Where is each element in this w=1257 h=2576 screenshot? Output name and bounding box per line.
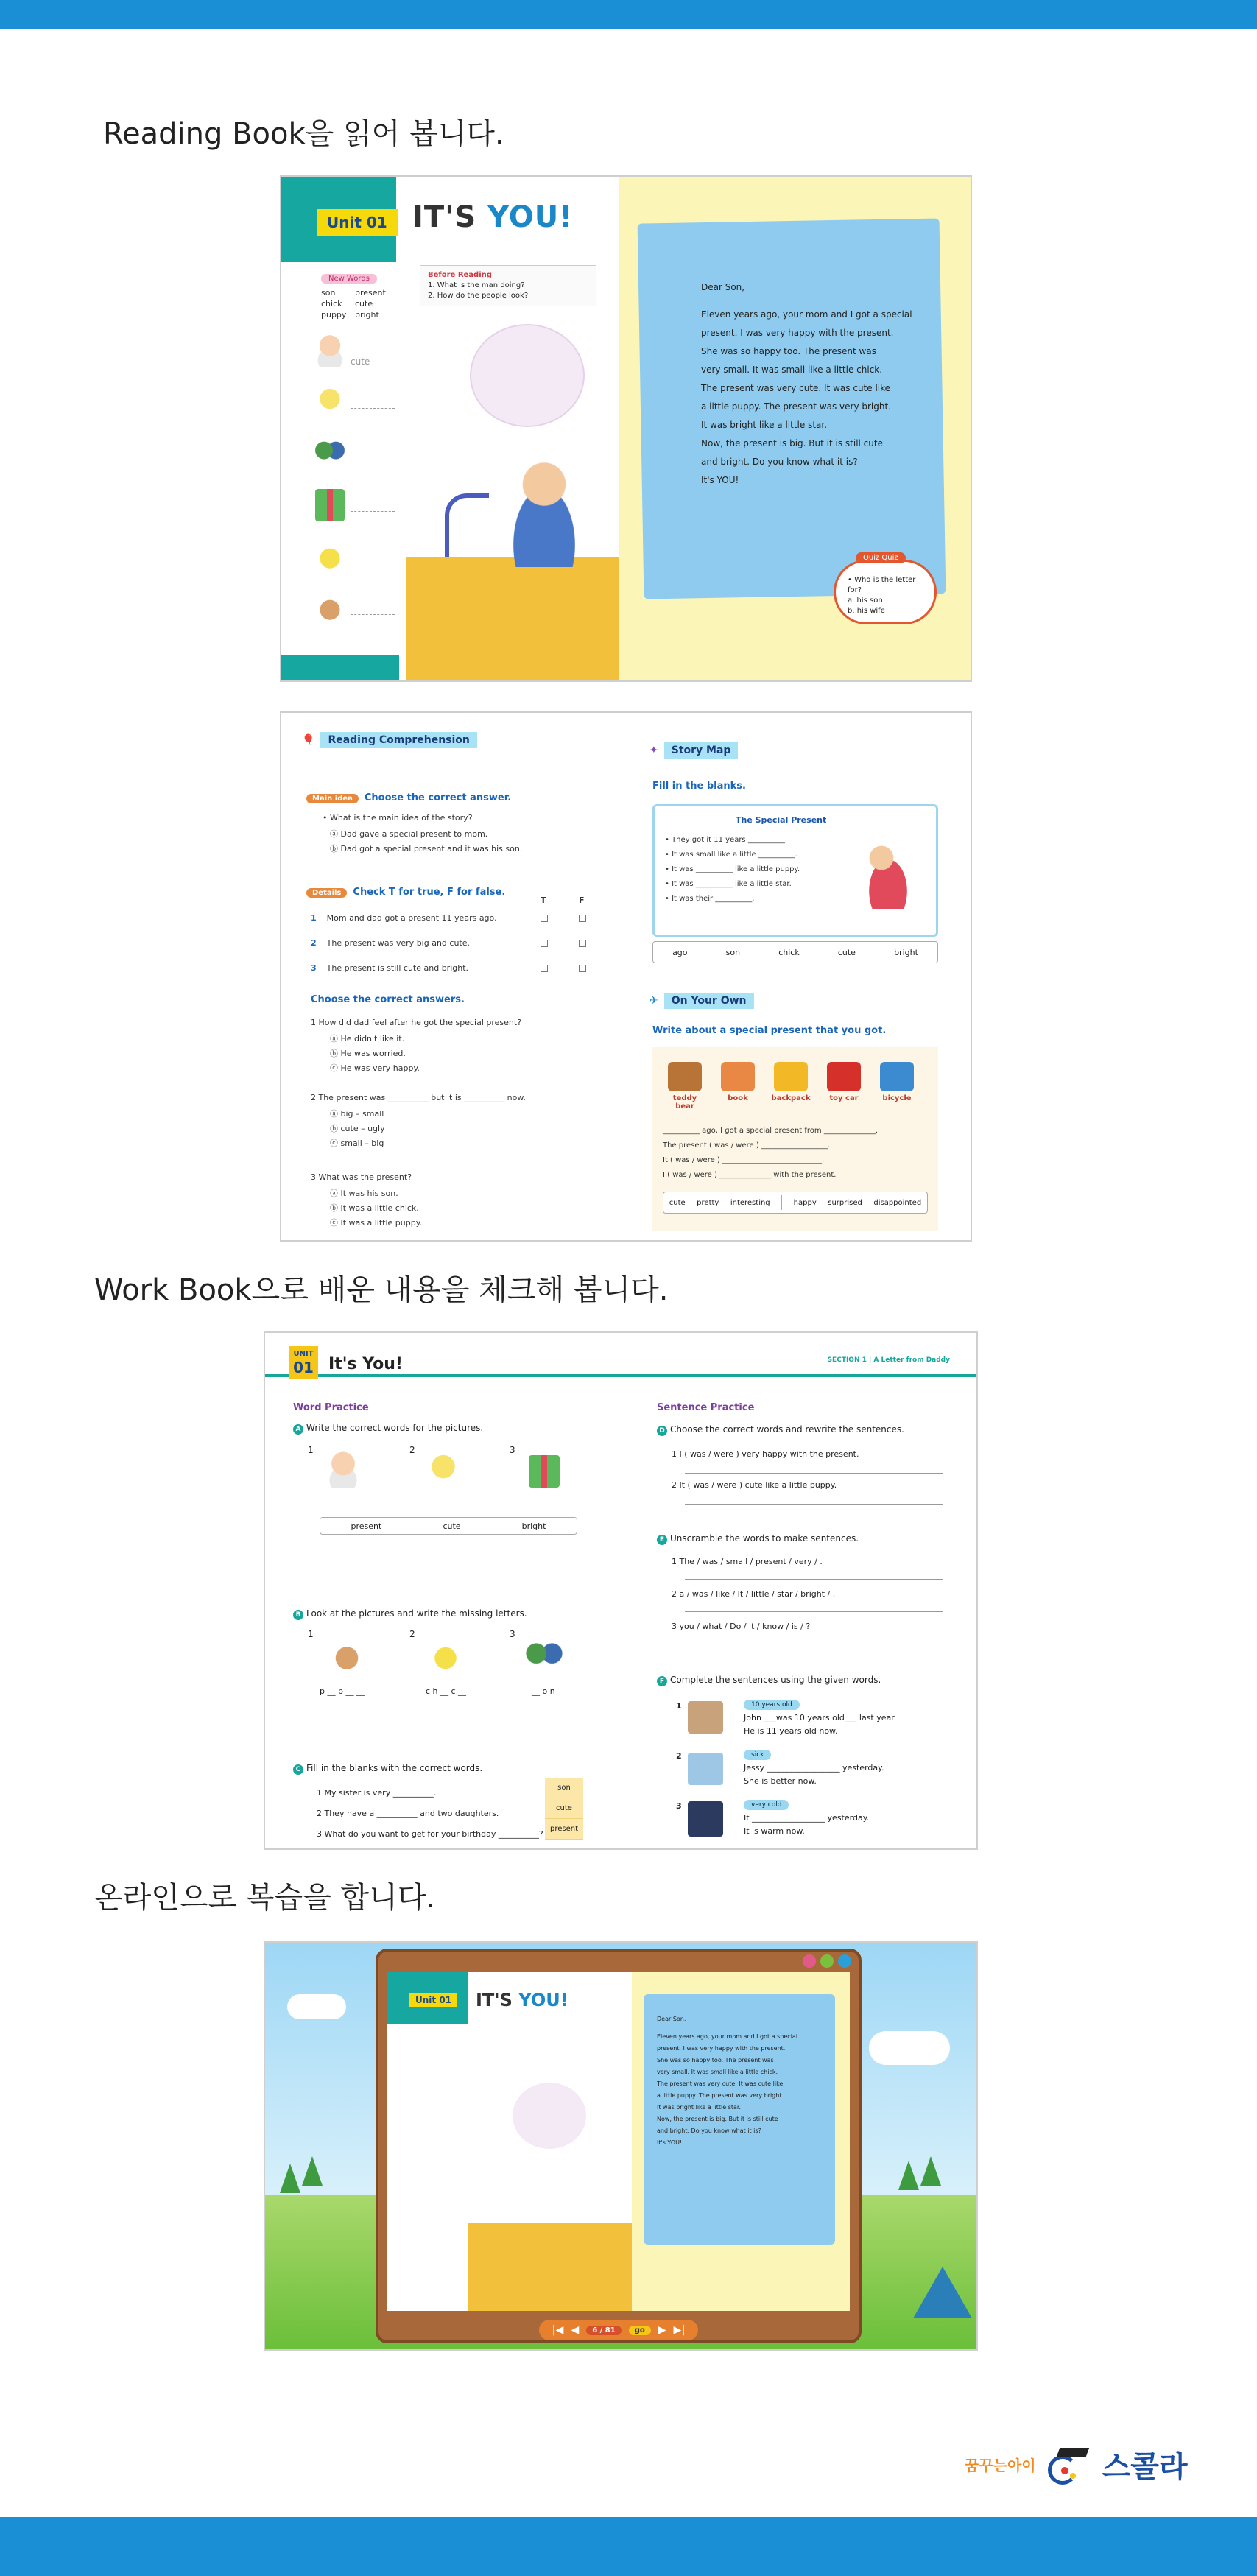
own-item <box>769 1062 813 1102</box>
tf-text: The present was very big and cute. <box>326 938 470 948</box>
tf-text: The present is still cute and bright. <box>326 963 469 973</box>
kite-icon: ✦ <box>649 745 658 756</box>
letter-d-badge: D <box>657 1426 667 1436</box>
word-bank-item: bright <box>521 1521 546 1531</box>
workbook-unit-badge <box>289 1346 318 1379</box>
f-line-2: It is warm now. <box>744 1826 805 1836</box>
on-your-own-panel <box>652 1047 938 1231</box>
quiz-bubble <box>834 560 937 624</box>
a-item-number: 1 <box>308 1445 314 1455</box>
quiz-option-a: a. his son <box>848 597 883 605</box>
gift-icon <box>315 489 345 521</box>
first-page-button[interactable]: |◀ <box>552 2324 564 2336</box>
baby-icon <box>327 1451 359 1488</box>
workbook-image <box>264 1331 978 1850</box>
ebook-viewer <box>376 1949 862 2343</box>
story-map-title: Story Map <box>664 742 739 759</box>
false-checkbox[interactable] <box>579 915 586 922</box>
vocab-icons <box>315 330 404 639</box>
letter-line: Now, the present is big. But it is still cute <box>701 438 883 448</box>
q2-option: ⓐ big – small <box>330 1109 384 1119</box>
q2-option: ⓒ small – big <box>330 1139 384 1148</box>
own-item <box>875 1062 919 1102</box>
ebook-page <box>387 1972 850 2311</box>
own-item <box>716 1062 760 1102</box>
letter-c-badge: C <box>293 1764 303 1775</box>
main-idea-option-a: ⓐ Dad gave a special present to mom. <box>330 829 488 839</box>
unit-badge: Unit 01 <box>317 209 398 236</box>
story-title-main: IT'S <box>476 1990 519 2010</box>
help-icon[interactable] <box>838 1954 851 1968</box>
sentence-practice-label: Sentence Practice <box>657 1402 755 1413</box>
question-b-text: Look at the pictures and write the missing letters. <box>306 1608 527 1619</box>
letter-line: Dear Son, <box>657 2016 686 2022</box>
story-line: • It was their __________. <box>665 895 755 903</box>
given-word-pill: 10 years old <box>744 1700 800 1710</box>
page-footer-tab <box>281 655 399 680</box>
workbook-section: SECTION 1 | A Letter from Daddy <box>827 1356 950 1364</box>
b-item-number: 3 <box>510 1629 515 1639</box>
question-a <box>293 1423 483 1435</box>
b-item-number: 2 <box>409 1629 415 1639</box>
letter-a-badge: A <box>293 1424 303 1435</box>
answer-line[interactable] <box>685 1473 943 1474</box>
given-word-pill: sick <box>744 1750 771 1760</box>
boy-writing-icon <box>688 1701 723 1734</box>
story-line: • It was __________ like a little puppy. <box>665 865 800 873</box>
letter-line: and bright. Do you know what it is? <box>657 2128 761 2134</box>
question-e <box>657 1533 859 1545</box>
home-icon[interactable] <box>803 1954 816 1968</box>
vocab-row <box>315 330 404 381</box>
cloud <box>869 2031 950 2065</box>
vocab-blank: cute <box>351 356 395 367</box>
story-title-accent: YOU! <box>487 200 574 234</box>
f-item-number: 2 <box>676 1751 682 1761</box>
workbook-title: It's You! <box>328 1355 403 1373</box>
cloud <box>287 1994 346 2019</box>
quiz-question: • Who is the letter for? <box>848 576 916 594</box>
story-title <box>476 1990 568 2010</box>
toy-car-icon <box>827 1062 861 1091</box>
reading-book-image <box>280 175 972 682</box>
word-bank-item: happy <box>793 1198 817 1207</box>
new-words-right <box>355 287 386 320</box>
unit-badge: Unit 01 <box>409 1993 457 2007</box>
teddy-bear-icon <box>668 1062 702 1091</box>
main-idea-option-b: ⓑ Dad got a special present and it was his son. <box>330 844 523 854</box>
new-words-left <box>321 287 346 320</box>
heading-reading: Reading Book을 읽어 봅니다. <box>103 117 504 151</box>
reading-right-page <box>619 177 972 680</box>
prev-page-button[interactable]: ◀ <box>571 2324 580 2336</box>
balloon-icon: 🎈 <box>302 734 315 746</box>
f-line-2: She is better now. <box>744 1776 817 1786</box>
tf-item <box>311 913 497 923</box>
word-bank-item: pretty <box>697 1198 719 1207</box>
thought-bubble-illustration <box>513 2083 586 2149</box>
page-navigation <box>539 2320 698 2340</box>
true-checkbox[interactable] <box>541 940 548 947</box>
brand-subtitle: 꿈꾸는아이 <box>965 2457 1036 2474</box>
last-page-button[interactable]: ▶| <box>673 2324 686 2336</box>
story-title-accent: YOU! <box>518 1990 568 2010</box>
letter-line: and bright. Do you know what it is? <box>701 457 858 467</box>
letter-line: a little puppy. The present was very bright. <box>701 401 892 412</box>
desk-illustration <box>406 557 619 682</box>
tree <box>302 2156 323 2186</box>
answer-line[interactable] <box>685 1611 943 1612</box>
sick-girl-icon <box>688 1753 723 1785</box>
f-item-number: 1 <box>676 1701 682 1711</box>
unit-number: 01 <box>293 1359 314 1376</box>
letter-line: very small. It was small like a little chick. <box>701 365 883 375</box>
true-label: T <box>541 895 546 905</box>
answer-line[interactable] <box>685 1504 943 1505</box>
reading-comprehension-title: Reading Comprehension <box>320 732 476 748</box>
brand-name: 스콜라 <box>1102 2450 1188 2484</box>
word-bank-item: present <box>545 1819 583 1840</box>
f-item-number: 3 <box>676 1801 682 1811</box>
main-idea-tag: Main idea <box>306 794 359 803</box>
details-question <box>306 887 505 898</box>
special-present-box <box>652 804 938 937</box>
tf-item <box>311 963 468 973</box>
desk-illustration <box>468 2223 632 2311</box>
letter-line: The present was very cute. It was cute like <box>657 2080 784 2087</box>
on-your-own-instruction: Write about a special present that you got. <box>652 1025 887 1036</box>
lightbulb-icon <box>315 386 345 418</box>
letter-line: Eleven years ago, your mom and I got a special <box>657 2033 798 2040</box>
word-bank-item: disappointed <box>873 1198 922 1207</box>
story-line: • It was __________ like a little star. <box>665 880 792 888</box>
letter-e-badge: E <box>657 1535 667 1545</box>
b-item: p __ p __ __ <box>320 1686 365 1696</box>
tree <box>920 2156 941 2186</box>
vocab-blank <box>351 511 395 512</box>
own-item-label: toy car <box>829 1094 859 1102</box>
new-word: puppy <box>321 310 347 320</box>
next-page-button[interactable]: ▶ <box>658 2324 666 2336</box>
gift-icon <box>529 1455 560 1488</box>
letter-line: It's YOU! <box>701 475 739 485</box>
question-c-text: Fill in the blanks with the correct words. <box>306 1763 483 1773</box>
letter-line: present. I was very happy with the present. <box>701 328 894 338</box>
word-bank-divider <box>781 1195 782 1210</box>
true-checkbox[interactable] <box>541 915 548 922</box>
story-line: • It was small like a little __________. <box>665 851 797 859</box>
question-3: 3 What was the present? <box>311 1172 412 1182</box>
airplane-icon: ✈ <box>649 995 658 1007</box>
own-word-bank <box>663 1192 928 1214</box>
q2-option: ⓑ cute – ugly <box>330 1124 385 1133</box>
b-item: __ o n <box>532 1686 555 1696</box>
list-icon[interactable] <box>820 1954 834 1968</box>
question-d <box>657 1424 904 1436</box>
tree <box>898 2161 919 2190</box>
tf-text: Mom and dad got a present 11 years ago. <box>326 913 497 923</box>
word-bank-item: cute <box>669 1198 686 1207</box>
heading-workbook: Work Book으로 배운 내용을 체크해 봅니다. <box>94 1273 669 1307</box>
answer-line[interactable] <box>685 1579 943 1580</box>
on-your-own-header <box>649 993 754 1009</box>
bicycle-icon <box>880 1062 914 1091</box>
word-bank-item: ago <box>672 947 688 957</box>
letter-line: a little puppy. The present was very bright. <box>657 2092 784 2099</box>
word-bank-item: cute <box>837 947 856 957</box>
own-line: The present ( was / were ) __________________. <box>663 1141 831 1150</box>
question-e-text: Unscramble the words to make sentences. <box>670 1533 859 1544</box>
q3-option: ⓐ It was his son. <box>330 1189 398 1198</box>
a-word-bank <box>320 1517 577 1535</box>
new-word: present <box>355 288 386 298</box>
letter-line: very small. It was small like a little chick. <box>657 2069 778 2075</box>
false-checkbox[interactable] <box>579 965 586 972</box>
story-title-main: IT'S <box>412 200 488 234</box>
word-practice-label: Word Practice <box>293 1402 369 1413</box>
main-idea-instruction: Choose the correct answer. <box>364 792 512 803</box>
choose-answers-question: Choose the correct answers. <box>311 994 465 1005</box>
a-item-number: 3 <box>510 1445 515 1455</box>
word-bank-item: son <box>725 947 741 957</box>
vocab-row <box>315 433 404 485</box>
given-word-pill: very cold <box>744 1800 789 1810</box>
e-item: 2 a / was / like / It / little / star / bright / . <box>672 1589 836 1599</box>
question-c <box>293 1763 482 1775</box>
new-word: son <box>321 288 336 298</box>
letter-line: It's YOU! <box>657 2139 683 2146</box>
tf-number: 2 <box>311 938 317 948</box>
word-bank-item: surprised <box>828 1198 862 1207</box>
question-2: 2 The present was __________ but it is __________ now. <box>311 1093 526 1102</box>
q1-option: ⓐ He didn't like it. <box>330 1034 405 1044</box>
new-word: chick <box>321 299 342 309</box>
new-words-label: New Words <box>321 274 377 284</box>
reading-comprehension-header <box>302 732 477 748</box>
letter-line: Eleven years ago, your mom and I got a special <box>701 309 912 320</box>
b-item: c h __ c __ <box>426 1686 467 1696</box>
word-bank-item: interesting <box>730 1198 770 1207</box>
details-tag: Details <box>306 888 347 898</box>
word-bank-item: cute <box>545 1798 583 1819</box>
c-item: 1 My sister is very __________. <box>317 1788 437 1798</box>
own-item <box>663 1062 707 1111</box>
boys-icon <box>524 1639 564 1675</box>
question-d-text: Choose the correct words and rewrite the sentences. <box>670 1424 904 1435</box>
story-map-instruction: Fill in the blanks. <box>652 781 746 792</box>
before-reading-label: Before Reading <box>428 271 492 279</box>
new-word: bright <box>355 310 379 320</box>
own-line: I ( was / were ) ______________ with the present. <box>663 1171 837 1179</box>
puppy-icon <box>328 1638 365 1675</box>
story-map-header <box>649 742 738 759</box>
question-b <box>293 1608 527 1620</box>
vocab-row <box>315 485 404 536</box>
letter-f-badge: F <box>657 1676 667 1686</box>
q1-option: ⓒ He was very happy. <box>330 1063 420 1073</box>
story-word-bank <box>652 941 938 963</box>
word-bank-item: present <box>351 1521 382 1531</box>
reading-left-page <box>281 177 619 680</box>
vocab-row <box>315 536 404 588</box>
story-title <box>412 200 573 234</box>
lightbulb-icon <box>426 1451 461 1491</box>
question-f-text: Complete the sentences using the given words. <box>670 1675 881 1685</box>
f-line-1: Jessy __________________ yesterday. <box>744 1763 884 1773</box>
own-item <box>822 1062 866 1102</box>
kids-icon <box>315 437 345 470</box>
baby-icon <box>315 334 345 367</box>
vocab-row <box>315 588 404 639</box>
cold-person-icon <box>688 1801 723 1837</box>
before-reading-q2: 2. How do the people look? <box>428 292 529 300</box>
true-checkbox[interactable] <box>541 965 548 972</box>
letter-line: Now, the present is big. But it is still cute <box>657 2116 778 2122</box>
letter-line: She was so happy too. The present was <box>701 346 876 356</box>
letter-line: Dear Son, <box>701 282 745 292</box>
false-checkbox[interactable] <box>579 940 586 947</box>
vocab-blank <box>351 614 395 615</box>
own-item-label: teddy bear <box>672 1094 697 1111</box>
online-review-image <box>264 1941 978 2351</box>
d-item: 2 It ( was / were ) cute like a little puppy. <box>672 1480 837 1490</box>
special-present-title: The Special Present <box>736 815 827 825</box>
letter-line: She was so happy too. The present was <box>657 2057 774 2063</box>
c-item: 2 They have a __________ and two daughters. <box>317 1809 499 1818</box>
q3-option: ⓒ It was a little puppy. <box>330 1218 423 1228</box>
backpack-icon <box>774 1062 808 1091</box>
f-line-1: It __________________ yesterday. <box>744 1813 870 1823</box>
comprehension-image <box>280 711 972 1242</box>
brand-logo <box>965 2443 1188 2485</box>
quiz-label: Quiz Quiz <box>856 552 906 563</box>
vocab-blank <box>351 408 395 409</box>
e-item: 1 The / was / small / present / very / . <box>672 1557 823 1566</box>
letter-b-badge: B <box>293 1610 303 1620</box>
letter-line: present. I was very happy with the present. <box>657 2045 786 2052</box>
f-line-2: He is 11 years old now. <box>744 1726 838 1736</box>
puppy-icon <box>315 592 345 624</box>
word-bank-item: bright <box>894 947 918 957</box>
thought-bubble-illustration <box>470 324 585 427</box>
tent-illustration <box>913 2267 972 2318</box>
d-item: 1 I ( was / were ) very happy with the present. <box>672 1449 859 1459</box>
own-item-label: bicycle <box>882 1094 912 1102</box>
go-button[interactable]: go <box>629 2326 651 2335</box>
chick-icon <box>429 1638 462 1675</box>
before-reading-q1: 1. What is the man doing? <box>428 281 525 289</box>
quiz-option-b: b. his wife <box>848 607 885 615</box>
own-item-label: book <box>728 1094 748 1102</box>
bottom-band <box>0 2517 1257 2576</box>
new-word: cute <box>355 299 373 309</box>
false-label: F <box>579 895 585 905</box>
own-item-label: backpack <box>771 1094 811 1102</box>
f-line-1: John ___was 10 years old___ last year. <box>744 1713 897 1722</box>
tf-number: 3 <box>311 963 317 973</box>
chick-icon <box>315 541 345 573</box>
b-item-number: 1 <box>308 1629 314 1639</box>
main-idea-question <box>306 792 511 803</box>
page-indicator[interactable]: 6 / 81 <box>586 2326 622 2335</box>
top-band <box>0 0 1257 29</box>
letter-line: It was bright like a little star. <box>657 2104 742 2111</box>
question-1: 1 How did dad feel after he got the special present? <box>311 1018 522 1027</box>
q3-option: ⓑ It was a little chick. <box>330 1203 419 1213</box>
letter-page <box>632 1972 850 2311</box>
own-line: It ( was / were ) ___________________________. <box>663 1156 825 1164</box>
vocab-row <box>315 381 404 433</box>
tree <box>280 2164 300 2193</box>
q1-option: ⓑ He was worried. <box>330 1049 406 1058</box>
question-a-text: Write the correct words for the pictures. <box>306 1423 484 1433</box>
word-bank-item: son <box>545 1778 583 1798</box>
book-icon <box>721 1062 755 1091</box>
tf-item <box>311 938 470 948</box>
heading-online: 온라인으로 복습을 합니다. <box>94 1881 436 1915</box>
on-your-own-title: On Your Own <box>664 993 754 1009</box>
a-item-number: 2 <box>409 1445 415 1455</box>
letter-text <box>701 278 937 490</box>
word-bank-item: cute <box>443 1521 461 1531</box>
question-f <box>657 1675 881 1686</box>
letter-line: The present was very cute. It was cute like <box>701 383 891 393</box>
letter-text <box>657 2013 826 2149</box>
c-item: 3 What do you want to get for your birthday __________? <box>317 1829 543 1839</box>
before-reading-box <box>420 265 596 306</box>
own-line: __________ ago, I got a special present from ______________. <box>663 1127 879 1135</box>
father-illustration <box>496 457 592 567</box>
unit-word: UNIT <box>293 1350 314 1358</box>
details-instruction: Check T for true, F for false. <box>353 887 506 898</box>
story-line: • They got it 11 years __________. <box>665 836 787 844</box>
tf-number: 1 <box>311 913 317 923</box>
main-idea-prompt: • What is the main idea of the story? <box>323 813 473 823</box>
e-item: 3 you / what / Do / it / know / is / ? <box>672 1622 811 1631</box>
word-bank-item: chick <box>778 947 800 957</box>
family-illustration <box>855 836 921 909</box>
letter-line: It was bright like a little star. <box>701 420 828 430</box>
scholar-cap-icon <box>1043 2445 1095 2485</box>
c-word-bank <box>545 1778 583 1840</box>
